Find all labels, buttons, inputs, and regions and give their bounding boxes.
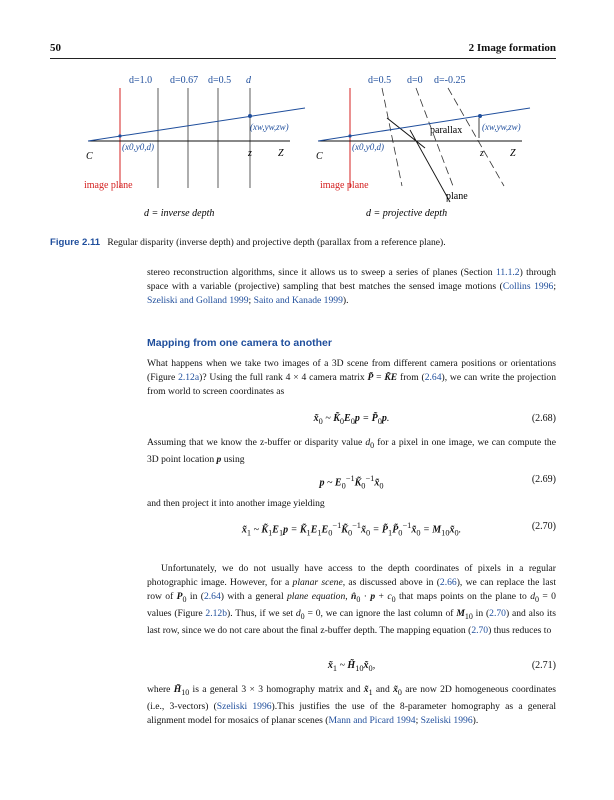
equation-2-70-math: $x̃_1$ ~ $K̃_1E_1p$ = $K̃_1E_1E_0^{-1}K̃_0^{-1}x̃_0$ = $P̃_1P̃_0^{-1}x̃_0$ = $M_{10}x̃_0$.: [241, 521, 462, 538]
p5-text-8: that maps points on the plane to: [395, 591, 531, 602]
left-z-label: z: [248, 148, 252, 159]
p6-text-2: is a general 3 × 3 homography matrix and: [189, 684, 364, 695]
left-world-point-label: (xw,yw,zw): [250, 122, 289, 132]
section-title: Mapping from one camera to another: [147, 337, 332, 349]
right-d-label-2: d=0: [407, 75, 423, 86]
paragraph-5: Unfortunately, we do not usually have access to the depth coordinates of pixels in a regular photographic image. However, for a planar scene, as discussed above in (2.66), we can replace the last row of $P_0$ in (2.64) with a general plane equation, $n̂_0 \cdot p + c_0$ that maps points on the plane to $d_0 = 0$ values (Figure 2.12b). Thus, if we set $d_0 = 0$, we can ignore the last column of $M_{10}$ in (2.70) and also its last row, since we do not care about the final z-buffer depth. The mapping equation (2.70) thus reduces to: [147, 563, 556, 636]
p3-text-2: for a pixel in one image, we can compute the 3D point location: [147, 437, 556, 465]
header-rule: [50, 58, 556, 59]
left-d-label-3: d=0.5: [208, 75, 232, 86]
p5-plane-equation: plane equation: [287, 591, 346, 602]
equation-2-68: [147, 413, 556, 429]
p6-text-3: and: [372, 684, 394, 695]
right-Z-label: Z: [510, 148, 516, 159]
equation-2-69-math: p ~ $E_0^{-1}K̃_0^{-1}x̃_0$: [319, 474, 384, 491]
left-c-label: C: [86, 151, 93, 162]
equation-2-69-number: (2.69): [531, 474, 556, 485]
p5-text-12: in (: [472, 607, 490, 619]
p5-text-10: ). Thus, if we set: [227, 607, 296, 619]
p1-text-1: stereo reconstruction algorithms, since it allows us to sweep a series of planes (Section: [147, 267, 496, 278]
left-image-plane-label: image plane: [84, 180, 133, 191]
left-world-point: [248, 114, 252, 118]
right-image-point: [348, 134, 351, 137]
equation-2-70: [147, 521, 556, 537]
paragraph-3: Assuming that we know the z-buffer or disparity value $d_0$ for a pixel in one image, we can compute the 3D point location p using: [147, 437, 556, 465]
p5-text-9: values (Figure: [147, 607, 206, 619]
p1-text-3: ).: [342, 295, 349, 306]
cite-szeliski-1996b[interactable]: Szeliski 1996: [420, 714, 473, 726]
equation-2-71-math: $x̃_1$ ~ $H̃_{10}x̃_0$,: [327, 660, 376, 673]
p6-text-6: ).: [472, 714, 479, 726]
p6-text-1: where: [147, 684, 174, 695]
left-d-label-4: d: [246, 75, 251, 86]
p3-text-1: Assuming that we know the z-buffer or disparity value: [147, 437, 366, 448]
right-world-point: [478, 114, 482, 118]
p5-text-11: , we can ignore the last column of: [320, 607, 457, 619]
p3-text-3: using: [221, 453, 245, 465]
right-image-point-label: (x0,y0,d): [352, 142, 384, 152]
p5-text-6: ) with a general: [220, 591, 287, 602]
right-plane-d05: [382, 88, 402, 186]
right-world-point-label: (xw,yw,zw): [482, 122, 521, 132]
equation-2-69: [147, 474, 556, 490]
page-number: 50: [50, 42, 61, 54]
p2-text-4: ), we can write the projection from world to screen coordinates as: [147, 372, 556, 397]
right-plane-label: plane: [446, 191, 468, 202]
p1-sep-2: ;: [248, 295, 254, 306]
left-panel-caption: d = inverse depth: [144, 208, 215, 219]
left-d-label-1: d=1.0: [129, 75, 153, 86]
right-image-plane-label: image plane: [320, 180, 369, 191]
eq-link-2-66[interactable]: 2.66: [439, 577, 457, 588]
left-Z-label: Z: [278, 148, 284, 159]
eq-link-2-70a[interactable]: 2.70: [489, 607, 506, 619]
figure-caption-label: Figure 2.11: [50, 237, 101, 248]
p6-sep: ;: [415, 714, 421, 726]
right-d-label-3: d=-0.25: [434, 75, 466, 86]
figure-link-2-12a[interactable]: 2.12a: [178, 372, 200, 383]
equation-2-70-number: (2.70): [531, 521, 556, 532]
left-d-label-2: d=0.67: [170, 75, 199, 86]
p5-text-13: ) and also its last row, since we do not care about the final z-buffer depth. The mapping equation (: [147, 607, 556, 636]
cite-szeliski-golland-1999[interactable]: Szeliski and Golland 1999: [147, 295, 249, 306]
right-plane-d0: [416, 88, 453, 186]
p5-text-1: Unfortunately, we do not usually have access to the depth coordinates of pixels in a regular photographic image. However, for a: [147, 563, 556, 588]
figure-2-11: [60, 66, 540, 224]
p2-text-3: from (: [397, 372, 425, 383]
eq-link-2-64[interactable]: 2.64: [424, 372, 442, 383]
p5-text-14: ) thus reduces to: [488, 624, 552, 636]
right-panel-caption: d = projective depth: [366, 208, 448, 219]
figure-caption-text: Regular disparity (inverse depth) and projective depth (parallax from a reference plane).: [107, 237, 446, 248]
parallax-label: parallax: [430, 125, 463, 136]
eq-link-2-64b[interactable]: 2.64: [203, 591, 221, 602]
paragraph-4: and then project it into another image yielding: [147, 498, 325, 509]
equation-2-71-number: (2.71): [531, 660, 556, 671]
right-d-label-1: d=0.5: [368, 75, 392, 86]
figure-left-panel: [84, 75, 305, 219]
figure-right-panel: [316, 75, 530, 219]
right-plane-d-neg: [448, 88, 504, 186]
right-c-label: C: [316, 151, 323, 162]
p1-text-2: ) through space with a variable (projective) sampling that best matches the sensed image motions (: [147, 267, 556, 292]
p5-text-5: in (: [186, 591, 204, 602]
paragraph-1: [147, 266, 556, 308]
section-link-11-1-2[interactable]: 11.1.2: [495, 267, 520, 278]
p6-text-5: ).This justifies the use of the 8-parameter homography as a general alignment model for mosaics of planar scenes (: [147, 700, 556, 726]
right-z-label: z: [480, 148, 484, 159]
right-plane-segment: [387, 118, 425, 148]
p2-text-1: What happens when we take two images of a 3D scene from different camera positions or orientations (Figure: [147, 358, 556, 383]
equation-2-71: [147, 660, 556, 676]
left-image-point-label: (x0,y0,d): [122, 142, 154, 152]
figure-link-2-12b[interactable]: 2.12b: [205, 607, 227, 619]
figure-caption: [50, 236, 556, 249]
paragraph-2: What happens when we take two images of a 3D scene from different camera positions or orientations (Figure 2.12a)? Using the full rank 4 × 4 camera matrix P̃ = K̃E from (2.64), we can write the projection from world to screen coordinates as: [147, 358, 556, 397]
paragraph-6: where $H̃_{10}$ is a general 3 × 3 homography matrix and $x̃_1$ and $x̃_0$ are now 2D homogeneous coordinates (i.e., 3-vectors) (Szeliski 1996).This justifies the use of the 8-parameter homography as a general alignment model for mosaics of planar scenes (Mann and Picard 1994; Szeliski 1996).: [147, 684, 556, 726]
p6-text-4: are now 2D homogeneous coordinates (i.e., 3-vectors) (: [147, 684, 556, 712]
p2-text-2: )? Using the full rank 4 × 4 camera matrix: [199, 372, 368, 383]
left-image-point: [118, 134, 121, 137]
cite-mann-picard-1994[interactable]: Mann and Picard 1994: [328, 714, 416, 726]
p5-text-3: , as discussed above in (: [342, 577, 440, 588]
cite-collins-1996[interactable]: Collins 1996: [502, 281, 554, 292]
chapter-title: 2 Image formation: [468, 42, 556, 54]
cite-saito-kanade-1999[interactable]: Saito and Kanade 1999: [253, 295, 343, 306]
p1-sep-1: ;: [553, 281, 556, 292]
cite-szeliski-1996a[interactable]: Szeliski 1996: [216, 700, 272, 712]
equation-2-68-number: (2.68): [531, 413, 556, 424]
eq-link-2-70b[interactable]: 2.70: [471, 624, 489, 636]
p5-text-4: ), we can replace the last row of: [147, 577, 556, 602]
p5-planar-scene: planar scene: [292, 577, 343, 588]
equation-2-68-math: $x̃_0$ ~ $K̃_0E_0p$ = $P̃_0p$.: [313, 413, 390, 426]
